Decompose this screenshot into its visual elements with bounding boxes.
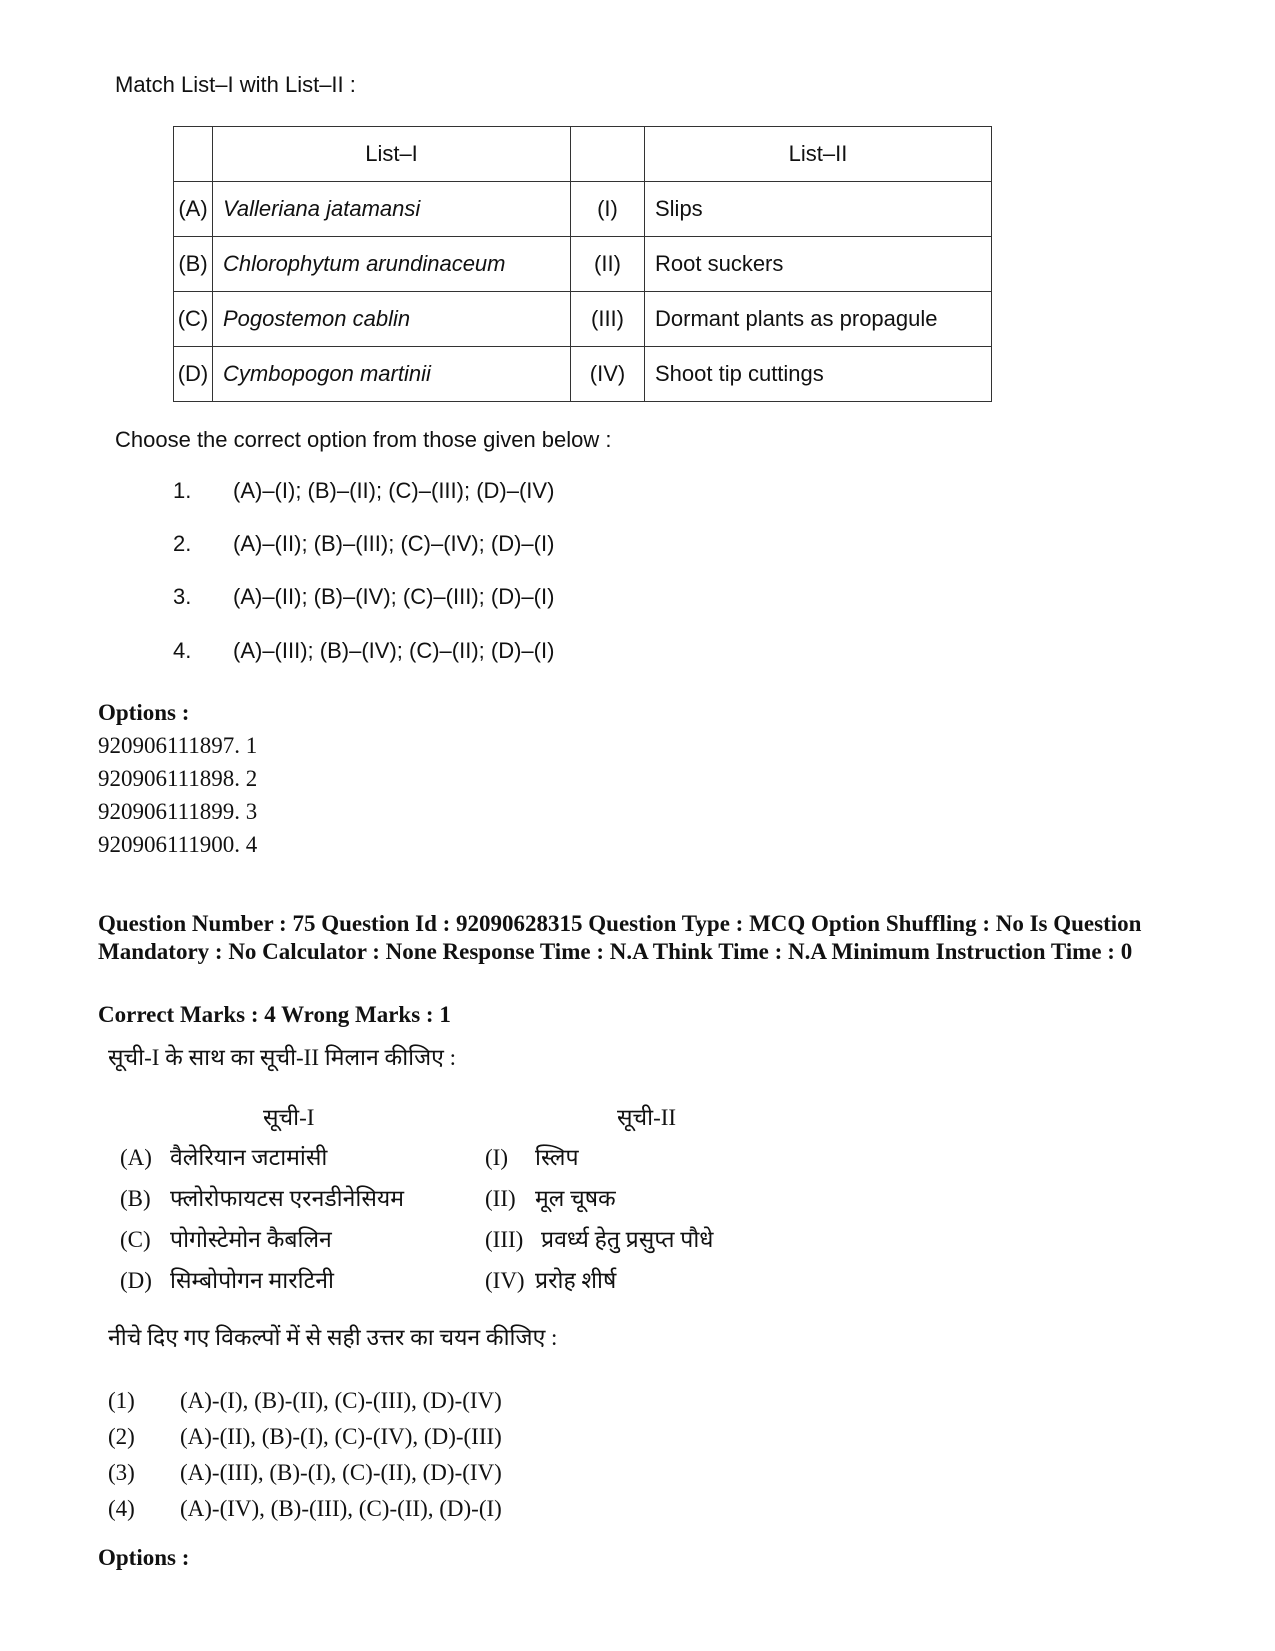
options-label-2: Options : bbox=[98, 1545, 190, 1570]
list2-item: प्रवर्ध्य हेतु प्रसुप्त पौधे bbox=[541, 1227, 714, 1252]
option-number: 1. bbox=[173, 478, 192, 503]
list2-item: Slips bbox=[645, 182, 992, 237]
table-row bbox=[174, 237, 992, 292]
table-row bbox=[174, 182, 992, 237]
list1-item: पोगोस्टेमोन कैबलिन bbox=[170, 1227, 332, 1252]
row-letter: (D) bbox=[174, 347, 213, 402]
hindi-list2-row bbox=[485, 1263, 616, 1295]
hindi-list2-row bbox=[485, 1181, 616, 1213]
row-roman: (II) bbox=[571, 237, 645, 292]
option-number: (3) bbox=[108, 1460, 135, 1485]
row-roman: (III) bbox=[485, 1227, 524, 1252]
row-letter: (B) bbox=[174, 237, 213, 292]
option-text: (A)–(II); (B)–(III); (C)–(IV); (D)–(I) bbox=[233, 531, 555, 556]
list2-item: Dormant plants as propagule bbox=[645, 292, 992, 347]
row-roman: (IV) bbox=[485, 1268, 525, 1293]
list1-item: वैलेरियान जटामांसी bbox=[170, 1145, 328, 1170]
table-header-cell bbox=[174, 127, 213, 182]
list1-item: Valleriana jatamansi bbox=[213, 182, 571, 237]
row-roman: (I) bbox=[571, 182, 645, 237]
list2-item: मूल चूषक bbox=[535, 1186, 616, 1211]
hindi-intro: सूची-I के साथ का सूची-II मिलान कीजिए : bbox=[108, 1045, 457, 1070]
option-id-2: 920906111898. 2 bbox=[98, 766, 258, 791]
table-row bbox=[174, 347, 992, 402]
hindi-option-1 bbox=[108, 1388, 502, 1414]
option-number: (1) bbox=[108, 1388, 135, 1413]
option-id-3: 920906111899. 3 bbox=[98, 799, 258, 824]
option-text: (A)-(I), (B)-(II), (C)-(III), (D)-(IV) bbox=[180, 1388, 502, 1413]
option-number: 2. bbox=[173, 531, 192, 556]
list1-item: Pogostemon cablin bbox=[213, 292, 571, 347]
row-letter: (C) bbox=[174, 292, 213, 347]
english-intro: Match List–I with List–II : bbox=[115, 72, 356, 97]
row-letter: (B) bbox=[120, 1186, 151, 1211]
hindi-list1-row bbox=[120, 1181, 404, 1213]
hindi-list1-row bbox=[120, 1222, 332, 1254]
row-letter: (D) bbox=[120, 1268, 152, 1293]
hindi-list2-header: सूची-II bbox=[617, 1105, 677, 1130]
list1-item: Chlorophytum arundinaceum bbox=[213, 237, 571, 292]
hindi-list1-row bbox=[120, 1263, 334, 1295]
option-id-1: 920906111897. 1 bbox=[98, 733, 258, 758]
table-row bbox=[174, 292, 992, 347]
row-letter: (A) bbox=[174, 182, 213, 237]
option-text: (A)-(II), (B)-(I), (C)-(IV), (D)-(III) bbox=[180, 1424, 502, 1449]
english-option-1 bbox=[173, 478, 554, 504]
list2-item: प्ररोह शीर्ष bbox=[535, 1268, 617, 1293]
option-number: (2) bbox=[108, 1424, 135, 1449]
question-meta: Question Number : 75 Question Id : 92090628315 Question Type : MCQ Option Shuffling : No Is Question Mandatory : No Calculator : None Response Time : N.A Think Time : N.A Minimum Instruction Time : 0 bbox=[98, 911, 1142, 964]
list1-item: फ्लोरोफायटस एरनडीनेसियम bbox=[170, 1186, 404, 1211]
hindi-choose-prompt: नीचे दिए गए विकल्पों में से सही उत्तर का चयन कीजिए : bbox=[108, 1325, 558, 1350]
table-header-cell bbox=[571, 127, 645, 182]
row-roman: (II) bbox=[485, 1186, 516, 1211]
list2-item: Root suckers bbox=[645, 237, 992, 292]
options-label: Options : bbox=[98, 700, 190, 725]
row-roman: (III) bbox=[571, 292, 645, 347]
option-number: 3. bbox=[173, 584, 192, 609]
option-id-4: 920906111900. 4 bbox=[98, 832, 258, 857]
option-text: (A)–(III); (B)–(IV); (C)–(II); (D)–(I) bbox=[233, 638, 555, 663]
option-number: (4) bbox=[108, 1496, 135, 1521]
english-option-3 bbox=[173, 584, 554, 610]
hindi-list1-header: सूची-I bbox=[263, 1105, 315, 1130]
option-text: (A)-(IV), (B)-(III), (C)-(II), (D)-(I) bbox=[180, 1496, 502, 1521]
option-text: (A)–(II); (B)–(IV); (C)–(III); (D)–(I) bbox=[233, 584, 555, 609]
english-choose-prompt: Choose the correct option from those given below : bbox=[115, 427, 612, 452]
list1-item: Cymbopogon martinii bbox=[213, 347, 571, 402]
table-header-row bbox=[174, 127, 992, 182]
hindi-option-3 bbox=[108, 1460, 502, 1486]
english-option-2 bbox=[173, 531, 554, 557]
row-roman: (IV) bbox=[571, 347, 645, 402]
hindi-option-2 bbox=[108, 1424, 502, 1450]
list2-item: स्लिप bbox=[535, 1145, 579, 1170]
match-table bbox=[173, 126, 992, 402]
row-roman: (I) bbox=[485, 1145, 508, 1170]
list1-item: सिम्बोपोगन मारटिनी bbox=[170, 1268, 334, 1293]
hindi-option-4 bbox=[108, 1496, 502, 1522]
hindi-list2-row bbox=[485, 1140, 579, 1172]
list2-header: List–II bbox=[645, 127, 992, 182]
option-text: (A)-(III), (B)-(I), (C)-(II), (D)-(IV) bbox=[180, 1460, 502, 1485]
option-text: (A)–(I); (B)–(II); (C)–(III); (D)–(IV) bbox=[233, 478, 555, 503]
list1-header: List–I bbox=[213, 127, 571, 182]
row-letter: (C) bbox=[120, 1227, 151, 1252]
hindi-list2-row bbox=[485, 1222, 713, 1254]
list2-item: Shoot tip cuttings bbox=[645, 347, 992, 402]
marks-info: Correct Marks : 4 Wrong Marks : 1 bbox=[98, 1002, 451, 1027]
option-number: 4. bbox=[173, 638, 192, 663]
english-option-4 bbox=[173, 638, 554, 664]
row-letter: (A) bbox=[120, 1145, 152, 1170]
hindi-list1-row bbox=[120, 1140, 327, 1172]
